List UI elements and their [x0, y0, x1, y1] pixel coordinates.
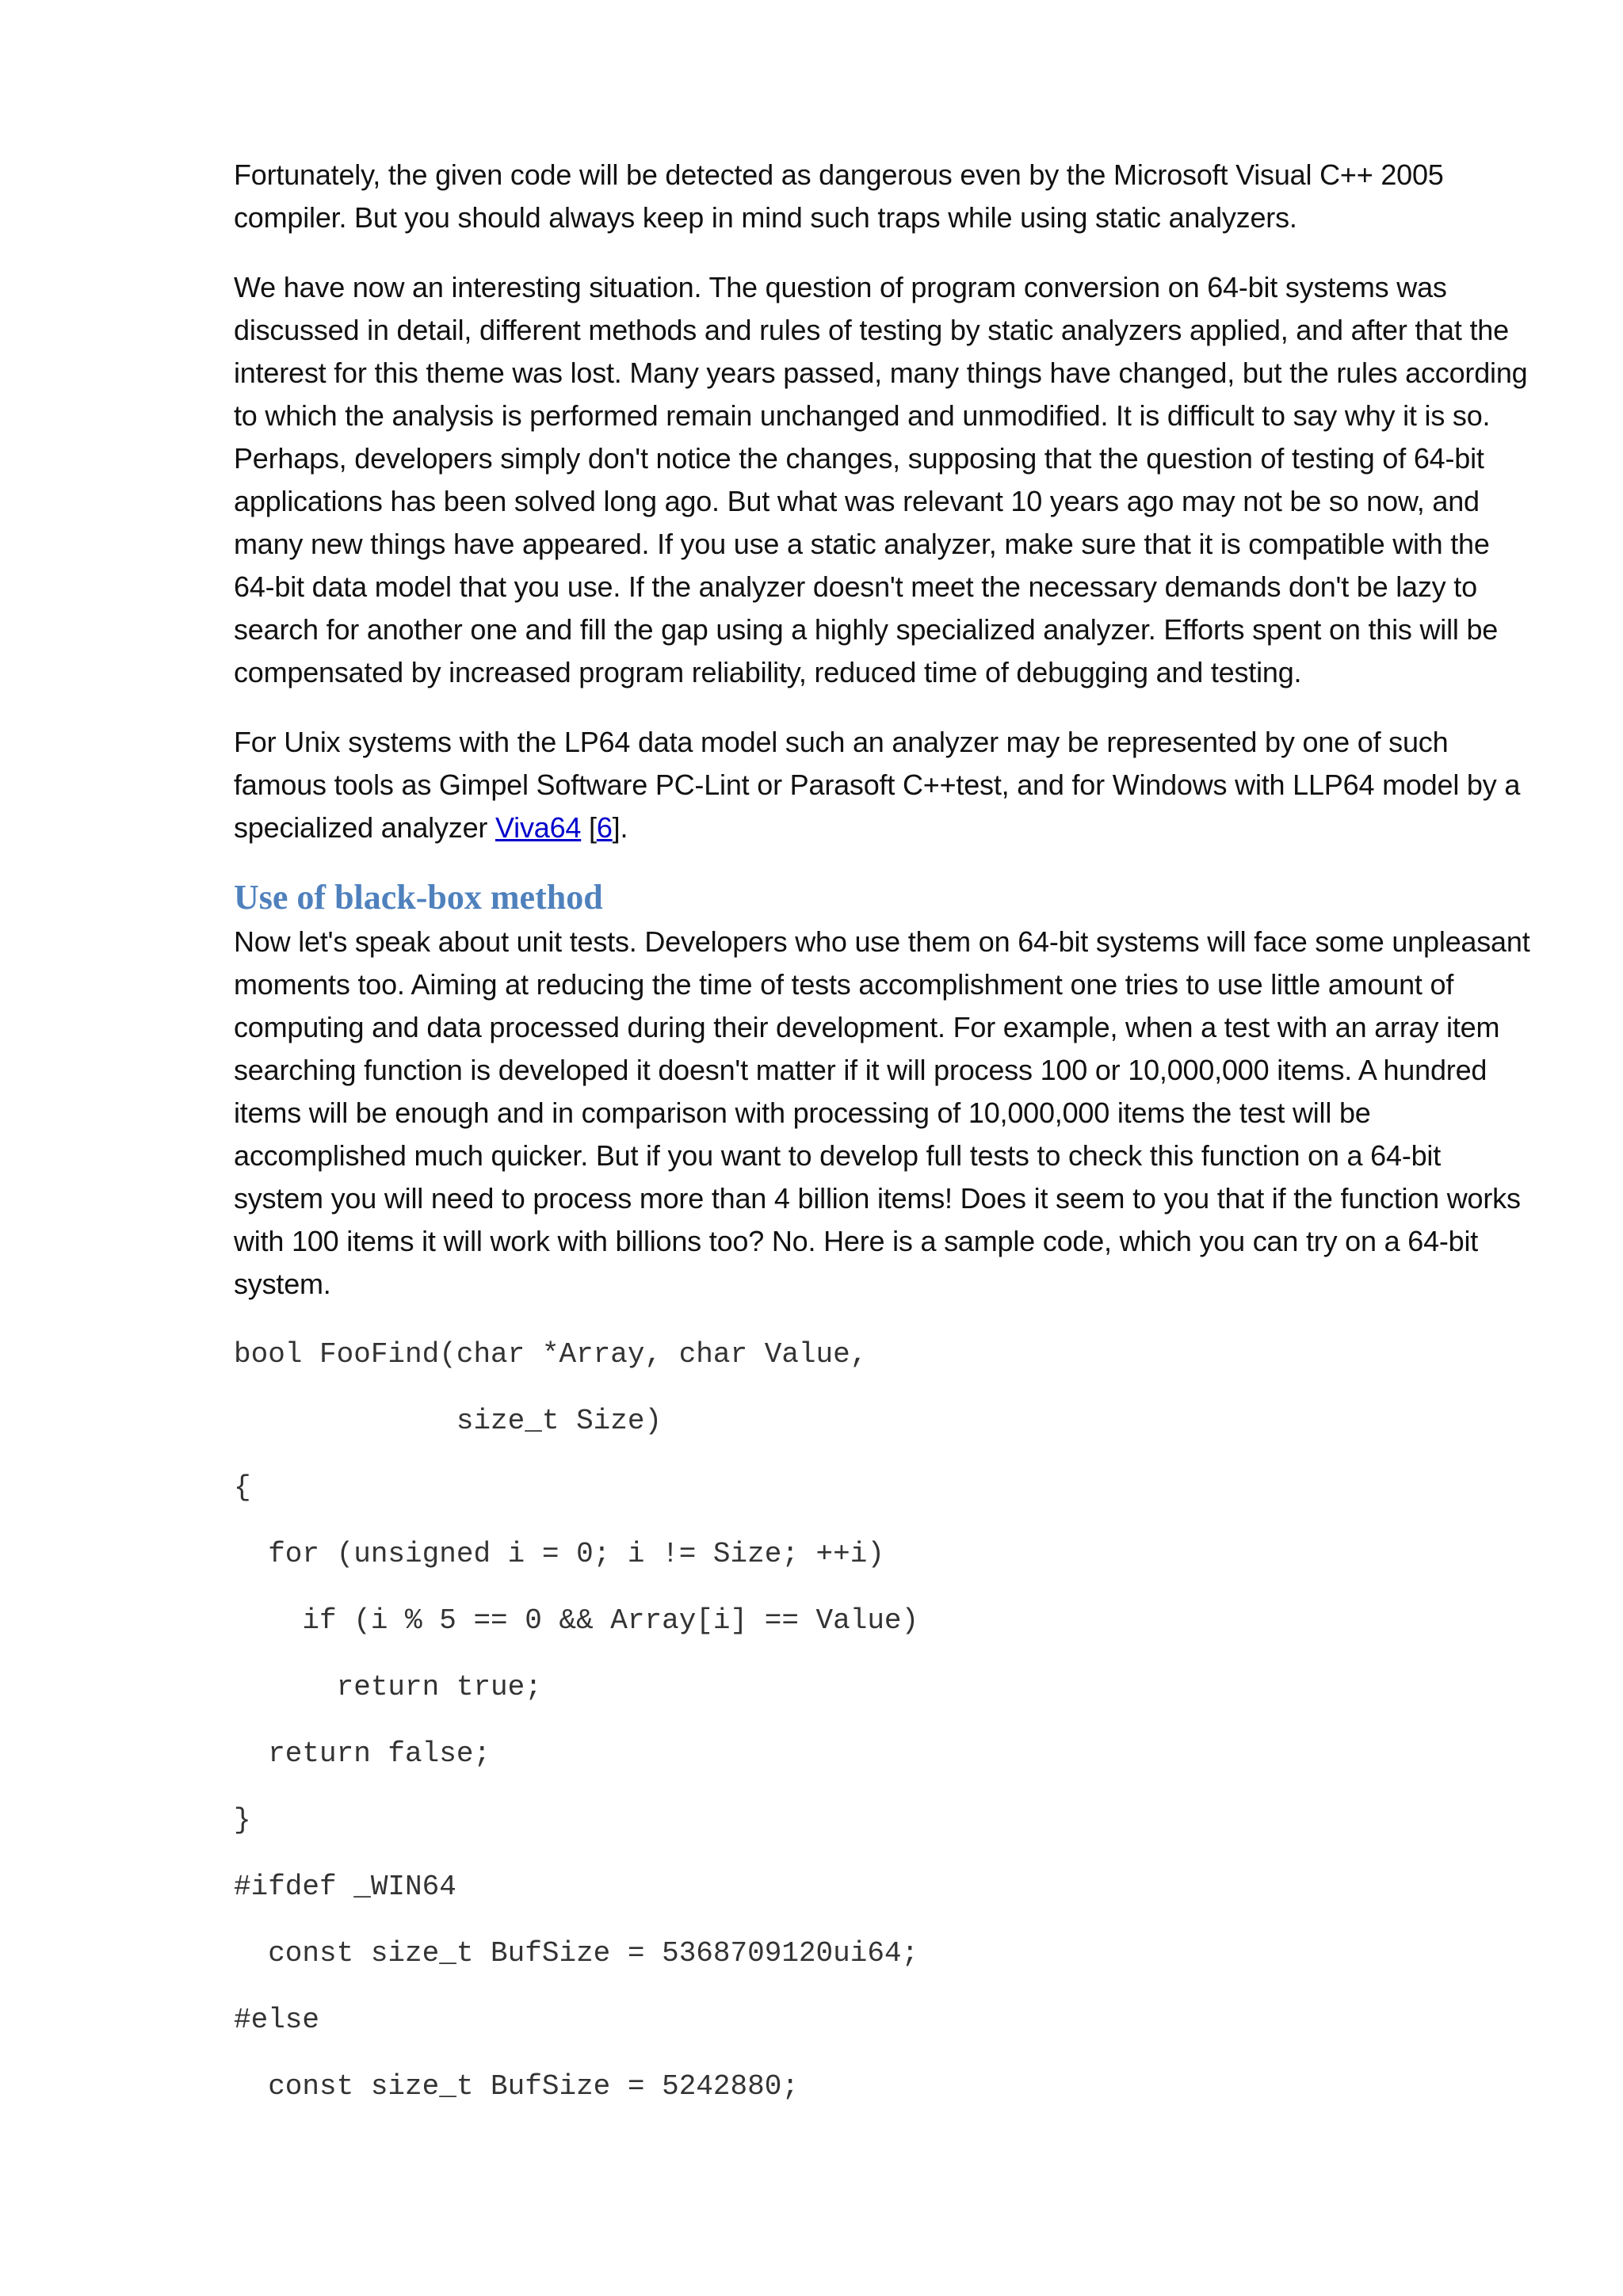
code-line: const size_t BufSize = 5242880;	[234, 2070, 799, 2103]
paragraph-static-analysis-situation: We have now an interesting situation. The question of program conversion on 64-bit systems was discussed in detail, different methods and rules of testing by static analyzers applied, and after that the interest for this theme was lost. Many years passed, many things have changed, but the rules according to which the analysis is performed remain unchanged and unmodified. It is difficult to say why it is so. Perhaps, developers simply don't notice the changes, supposing that the question of testing of 64-bit applications has been solved long ago. But what was relevant 10 years ago may not be so now, and many new things have appeared. If you use a static analyzer, make sure that it is compatible with the 64-bit data model that you use. If the analyzer doesn't meet the necessary demands don't be lazy to search for another one and fill the gap using a highly specialized analyzer. Efforts spent on this will be compensated by increased program reliability, reduced time of debugging and testing.	[234, 271, 1528, 688]
viva64-link[interactable]: Viva64	[495, 811, 582, 844]
code-line: const size_t BufSize = 5368709120ui64;	[234, 1937, 919, 1970]
code-sample	[234, 1337, 1533, 2136]
code-line: }	[234, 1804, 251, 1836]
code-line: size_t Size)	[234, 1405, 663, 1437]
code-line: #else	[234, 2004, 320, 2036]
reference-6-link[interactable]: 6	[596, 811, 613, 844]
code-line: return false;	[234, 1737, 491, 1770]
code-line: #ifdef _WIN64	[234, 1871, 456, 1903]
page-content	[234, 154, 1533, 2136]
reference-close-bracket: ].	[612, 811, 628, 844]
paragraph-unit-tests: Now let's speak about unit tests. Developers who use them on 64-bit systems will face some unpleasant moments too. Aiming at reducing the time of tests accomplishment one tries to use little amount of computing and data processed during their development. For example, when a test with an array item searching function is developed it doesn't matter if it will process 100 or 10,000,000 items. A hundred items will be enough and in comparison with processing of 10,000,000 items the test will be accomplished much quicker. But if you want to develop full tests to check this function on a 64-bit system you will need to process more than 4 billion items! Does it seem to you that if the function works with 100 items it will work with billions too? No. Here is a sample code, which you can try on a 64-bit system.	[234, 925, 1530, 1300]
code-line: bool FooFind(char *Array, char Value,	[234, 1338, 868, 1371]
reference-open-bracket: [	[581, 811, 597, 844]
code-line: if (i % 5 == 0 && Array[i] == Value)	[234, 1604, 919, 1637]
paragraph-compiler-detection: Fortunately, the given code will be detected as dangerous even by the Microsoft Visual C++ 2005 compiler. But you should always keep in mind such traps while using static analyzers.	[234, 158, 1444, 234]
paragraph-analyzer-tools	[234, 721, 1533, 849]
code-line: return true;	[234, 1671, 542, 1703]
code-line: {	[234, 1471, 251, 1504]
section-heading-black-box: Use of black-box method	[234, 878, 603, 917]
code-line: for (unsigned i = 0; i != Size; ++i)	[234, 1538, 884, 1570]
paragraph-analyzer-tools-text: For Unix systems with the LP64 data model such an analyzer may be represented by one of such famous tools as Gimpel Software PC-Lint or Parasoft C++test, and for Windows with LLP64 model by a specialized analyzer	[234, 726, 1521, 844]
